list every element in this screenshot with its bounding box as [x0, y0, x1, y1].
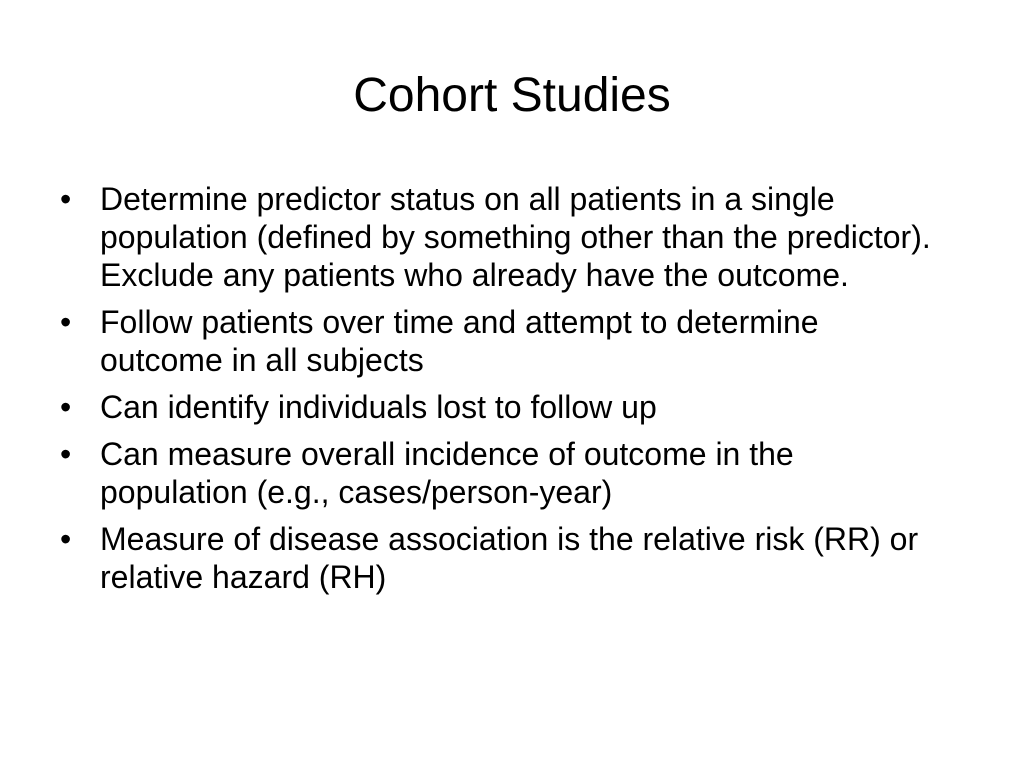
bullet-dot-icon: • — [60, 521, 72, 557]
bullet-text: Measure of disease association is the relative risk (RR) or relative hazard (RH) — [100, 521, 919, 595]
bullet-dot-icon: • — [60, 389, 72, 425]
bullet-text: Can measure overall incidence of outcome in the population (e.g., cases/person-year) — [100, 436, 794, 510]
bullet-text: Determine predictor status on all patients in a single population (defined by something other than the predictor). Exclude any patients who already have the outcome. — [100, 181, 931, 293]
bullet-list — [60, 180, 940, 605]
bullet-item — [60, 180, 940, 294]
slide-title: Cohort Studies — [353, 69, 671, 122]
bullet-item — [60, 303, 940, 379]
bullet-dot-icon: • — [60, 436, 72, 472]
bullet-text: Can identify individuals lost to follow up — [100, 389, 657, 425]
bullet-item — [60, 388, 940, 426]
bullet-dot-icon: • — [60, 181, 72, 217]
bullet-dot-icon: • — [60, 304, 72, 340]
bullet-item — [60, 435, 940, 511]
bullet-item — [60, 520, 940, 596]
bullet-text: Follow patients over time and attempt to determine outcome in all subjects — [100, 304, 819, 378]
